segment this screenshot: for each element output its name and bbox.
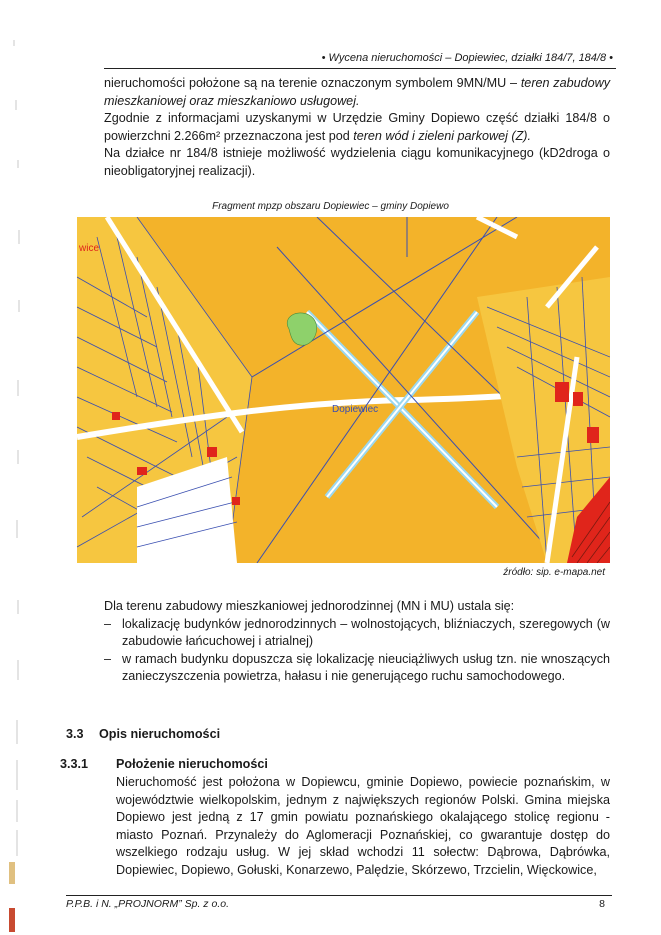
intro-line-1-text: nieruchomości położone są na terenie oznaczonym symbolem 9MN/MU – bbox=[104, 76, 521, 90]
rules-item-2 bbox=[104, 651, 610, 686]
section-3-3-1-title: Położenie nieruchomości bbox=[116, 757, 268, 771]
map-label-left-edge: wice bbox=[79, 243, 100, 254]
intro-line-1 bbox=[104, 75, 610, 110]
list-dash: – bbox=[104, 616, 112, 631]
section-3-3-number: 3.3 bbox=[66, 727, 84, 741]
section-3-3-title: Opis nieruchomości bbox=[99, 727, 221, 741]
intro-paragraph-3: Na działce nr 184/8 istnieje możliwość wydzielenia ciągu komunikacyjnego (kD2droga o nieobligatoryjnej realizacji). bbox=[104, 146, 610, 178]
zoning-map bbox=[77, 217, 610, 563]
map-label-village: Dopiewiec bbox=[332, 404, 379, 415]
running-header: • Wycena nieruchomości – Dopiewiec, działki 184/7, 184/8 • bbox=[321, 52, 613, 64]
footer-company: P.P.B. i N. „PROJNORM” Sp. z o.o. bbox=[66, 898, 229, 910]
section-3-3-1-number: 3.3.1 bbox=[60, 757, 89, 771]
rules-block bbox=[104, 598, 610, 686]
list-dash: – bbox=[104, 651, 112, 666]
page-number: 8 bbox=[599, 898, 605, 910]
scan-margin-marks bbox=[0, 0, 26, 935]
rules-intro: Dla terenu zabudowy mieszkaniowej jednorodzinnej (MN i MU) ustala się: bbox=[104, 599, 515, 613]
header-rule bbox=[104, 68, 616, 69]
zoning-z-italic: teren wód i zieleni parkowej (Z). bbox=[353, 128, 532, 143]
intro-p2-text: Zgodnie z informacjami uzyskanymi w Urzędzie Gminy Dopiewo część działki 184/8 o powierzchni 2.266m² przeznaczona jest pod bbox=[104, 111, 610, 143]
intro-paragraphs bbox=[104, 75, 610, 181]
intro-paragraph-2 bbox=[104, 110, 610, 145]
rules-item-1 bbox=[104, 616, 610, 651]
rules-item-1-text: lokalizację budynków jednorodzinnych – wolnostojących, bliźniaczych, szeregowych (w zabudowie łańcuchowej i atrialnej) bbox=[122, 616, 610, 649]
rules-item-2-text: w ramach budynku dopuszcza się lokalizację nieuciążliwych usług tzn. nie wnoszących zanieczyszczenia powietrza, hałasu i nie generującego ruchu samochodowego. bbox=[122, 651, 610, 684]
zoning-map-graphic bbox=[77, 217, 610, 563]
figure-caption: Fragment mpzp obszaru Dopiewiec – gminy Dopiewo bbox=[212, 201, 449, 212]
footer-rule bbox=[66, 895, 612, 896]
zoning-symbol-italic: teren zabudowy mieszkaniowej oraz mieszkaniowo usługowej. bbox=[104, 76, 610, 108]
location-paragraph: Nieruchomość jest położona w Dopiewcu, gminie Dopiewo, powiecie poznańskim, w województwie wielkopolskim, jednym z największych regionów Polski. Gmina miejska Dopiewo jest jedną z 17 gmin powiatu poznańskiego okalającego stolicę regionu - miasto Poznań. Przynależy do Aglomeracji Poznańskiej, co gwarantuje dostęp do wszelkiego rodzaju usług. W jej skład wchodzi 11 sołectw: Dąbrowa, Dąbrówka, Dopiewiec, Dopiewo, Gołuski, Konarzewo, Palędzie, Skórzewo, Trzcielin, Więckowice, bbox=[116, 775, 610, 877]
figure-source: źródło: sip. e-mapa.net bbox=[503, 567, 605, 578]
